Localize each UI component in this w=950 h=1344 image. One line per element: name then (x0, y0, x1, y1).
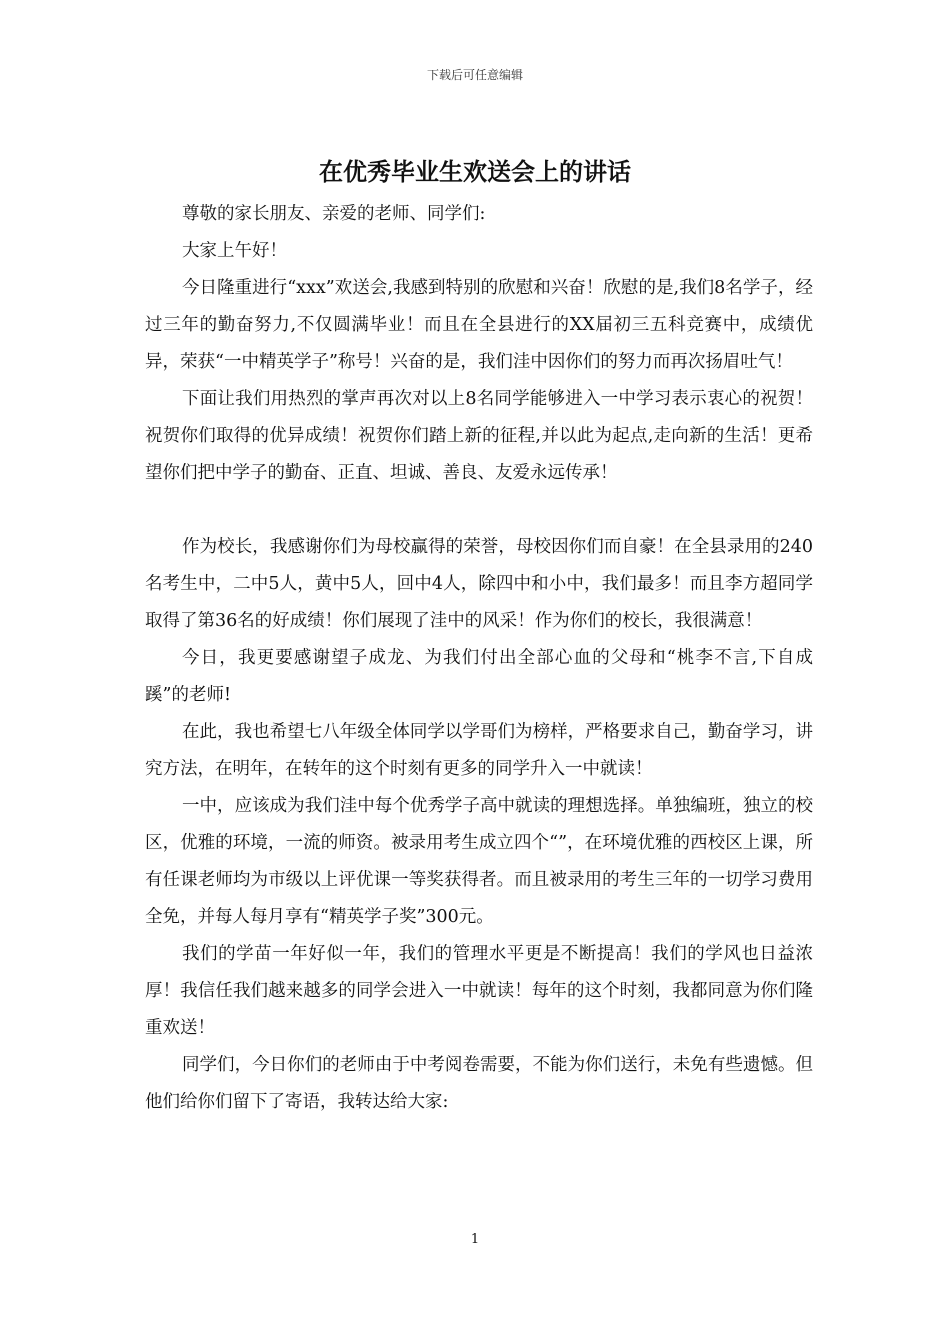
paragraph-greeting: 大家上午好！ (182, 241, 287, 261)
body-text (145, 196, 813, 1121)
paragraph: 作为校长，我感谢你们为母校赢得的荣誉，母校因你们而自豪！在全县录用的240名考生中，二中5人，黄中5人，回中4人，除四中和小中，我们最多！而且李方超同学取得了第36名的好成绩！你们展现了洼中的风采！作为你们的校长，我很满意！ (145, 537, 813, 631)
header-note: 下载后可任意编辑 (426, 68, 523, 82)
paragraph: 同学们，今日你们的老师由于中考阅卷需要，不能为你们送行，未免有些遗憾。但他们给你们留下了寄语，我转达给大家: (145, 1055, 813, 1112)
paragraph: 一中，应该成为我们洼中每个优秀学子高中就读的理想选择。单独编班，独立的校区，优雅的环境，一流的师资。被录用考生成立四个“”，在环境优雅的西校区上课，所有任课老师均为市级以上评优课一等奖获得者。而且被录用的考生三年的一切学习费用全免，并每人每月享有“精英学子奖”300元。 (145, 796, 813, 927)
page-title: 在优秀毕业生欢送会上的讲话 (319, 158, 631, 186)
paragraph: 今日隆重进行“xxx”欢送会,我感到特别的欣慰和兴奋！欣慰的是,我们8名学子，经过三年的勤奋努力,不仅圆满毕业！而且在全县进行的XX届初三五科竞赛中，成绩优异，荣获“一中精英学子”称号！兴奋的是，我们洼中因你们的努力而再次扬眉吐气！ (145, 278, 813, 372)
paragraph: 我们的学苗一年好似一年，我们的管理水平更是不断提高！我们的学风也日益浓厚！我信任我们越来越多的同学会进入一中就读！每年的这个时刻，我都同意为你们隆重欢送！ (145, 944, 813, 1038)
paragraph: 下面让我们用热烈的掌声再次对以上8名同学能够进入一中学习表示衷心的祝贺！祝贺你们取得的优异成绩！祝贺你们踏上新的征程,并以此为起点,走向新的生活！更希望你们把中学子的勤奋、正直、坦诚、善良、友爱永远传承！ (145, 389, 813, 483)
paragraph: 在此，我也希望七八年级全体同学以学哥们为榜样，严格要求自己，勤奋学习，讲究方法，在明年，在转年的这个时刻有更多的同学升入一中就读！ (145, 722, 813, 779)
paragraph: 今日，我更要感谢望子成龙、为我们付出全部心血的父母和“桃李不言,下自成蹊”的老师! (145, 648, 813, 705)
paragraph-salutation: 尊敬的家长朋友、亲爱的老师、同学们: (182, 204, 486, 224)
paragraph-gap (145, 492, 813, 529)
page-number: 1 (470, 1232, 480, 1247)
